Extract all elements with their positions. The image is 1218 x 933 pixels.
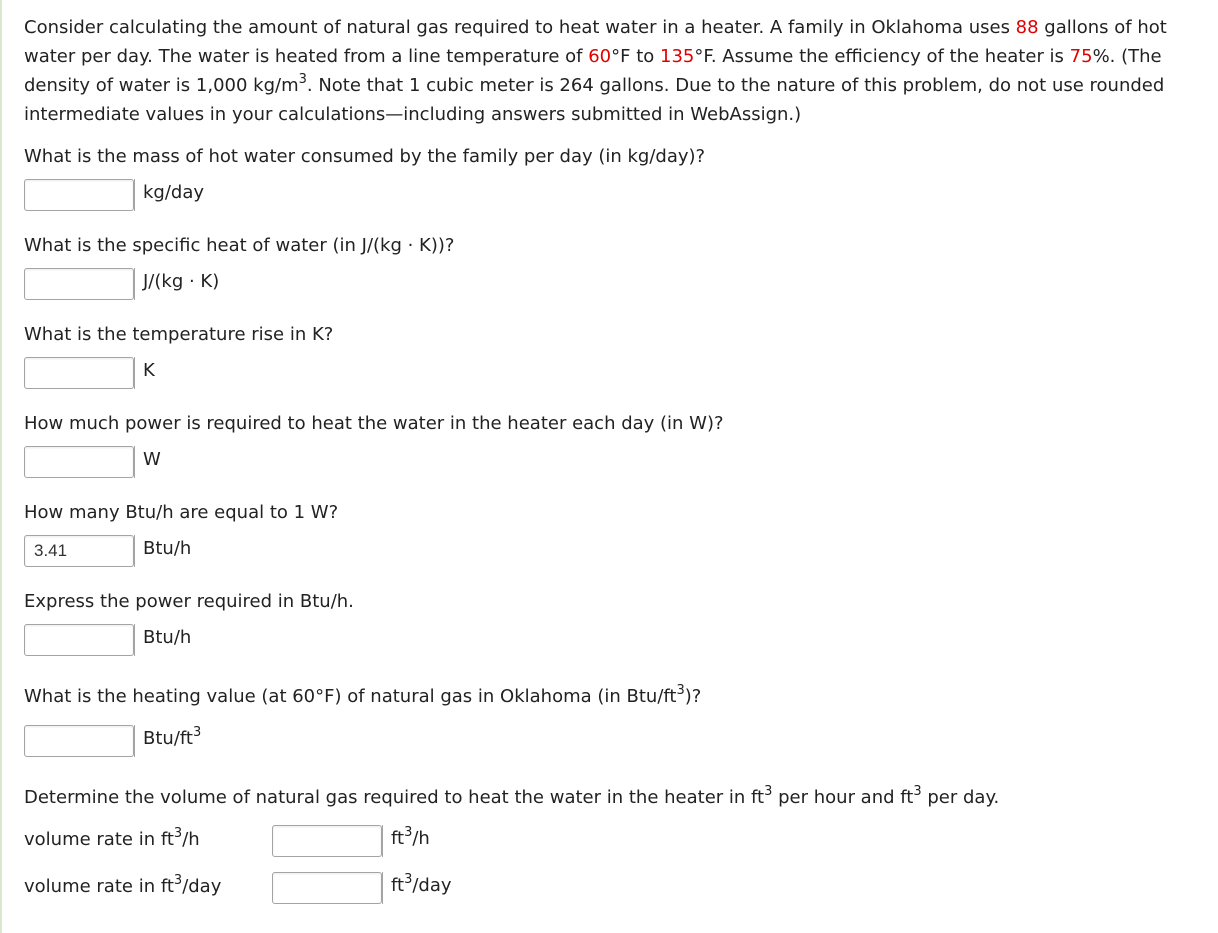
heating-value-unit xyxy=(134,725,201,757)
day-unit-exponent: 3 xyxy=(404,872,413,887)
left-border xyxy=(0,0,2,933)
problem-statement xyxy=(24,13,1204,129)
temperature-rise-unit: K xyxy=(134,357,155,389)
heating-value-answer-input[interactable] xyxy=(24,725,134,757)
heating-unit-base: Btu/ft xyxy=(143,728,193,749)
intro-text-6: . Note that 1 cubic meter is 264 gallons. Due to the nature of this problem, do not use rounded intermediate values in your calculations—including answers submitted in WebAssign.) xyxy=(24,75,1165,125)
power-watts-unit: W xyxy=(134,446,161,478)
btu-per-watt-unit: Btu/h xyxy=(134,535,191,567)
volume-question-exponent-1: 3 xyxy=(764,784,773,799)
intro-text-5: %. (The density of water is 1,000 kg/m xyxy=(24,46,1162,96)
hour-label-exponent: 3 xyxy=(173,826,183,841)
intro-text-1: Consider calculating the amount of natural gas required to heat water in a heater. A family in Oklahoma uses xyxy=(24,17,1016,38)
volume-rate-day-unit xyxy=(382,872,452,904)
heating-question-suffix: )? xyxy=(684,686,702,707)
volume-question-text-c: per day. xyxy=(921,787,1000,808)
btu-per-watt-answer-input[interactable] xyxy=(24,535,134,567)
density-exponent: 3 xyxy=(298,72,307,87)
intro-text-2: gallons of hot water per day. The water is heated from a line temperature of xyxy=(24,17,1167,67)
volume-question-text-a: Determine the volume of natural gas required to heat the water in the heater in ft xyxy=(24,787,765,808)
power-btu-answer-input[interactable] xyxy=(24,624,134,656)
question-power-btu: Express the power required in Btu/h. xyxy=(24,591,354,612)
start-temperature-value: 60 xyxy=(588,46,612,67)
heating-question-exponent: 3 xyxy=(676,683,685,698)
hour-label-text: volume rate in ft xyxy=(24,829,174,850)
day-label-exponent: 3 xyxy=(173,873,183,888)
day-unit-base: ft xyxy=(391,875,405,896)
efficiency-value: 75 xyxy=(1069,46,1093,67)
day-unit-suffix: /day xyxy=(412,875,452,896)
hour-unit-suffix: /h xyxy=(412,828,430,849)
day-label-suffix: /day xyxy=(182,876,222,897)
question-volume xyxy=(24,784,1000,808)
power-btu-unit: Btu/h xyxy=(134,624,191,656)
intro-text-3: °F to xyxy=(611,46,660,67)
specific-heat-unit: J/(kg · K) xyxy=(134,268,219,300)
volume-rate-day-label xyxy=(24,873,222,897)
volume-question-exponent-2: 3 xyxy=(913,784,922,799)
gallons-value: 88 xyxy=(1015,17,1039,38)
question-power-watts: How much power is required to heat the water in the heater each day (in W)? xyxy=(24,413,724,434)
mass-unit: kg/day xyxy=(134,179,204,211)
end-temperature-value: 135 xyxy=(660,46,695,67)
question-temperature-rise: What is the temperature rise in K? xyxy=(24,324,334,345)
question-heating-value xyxy=(24,683,702,707)
specific-heat-answer-input[interactable] xyxy=(24,268,134,300)
volume-question-text-b: per hour and ft xyxy=(772,787,914,808)
power-watts-answer-input[interactable] xyxy=(24,446,134,478)
volume-rate-day-input[interactable] xyxy=(272,872,382,904)
heating-unit-exponent: 3 xyxy=(192,725,202,740)
question-specific-heat: What is the specific heat of water (in J/(kg · K))? xyxy=(24,235,455,256)
volume-rate-hour-input[interactable] xyxy=(272,825,382,857)
volume-rate-hour-unit xyxy=(382,825,430,857)
hour-unit-base: ft xyxy=(391,828,405,849)
volume-rate-hour-label xyxy=(24,826,200,850)
temperature-rise-answer-input[interactable] xyxy=(24,357,134,389)
question-mass: What is the mass of hot water consumed by the family per day (in kg/day)? xyxy=(24,146,706,167)
day-label-text: volume rate in ft xyxy=(24,876,174,897)
mass-answer-input[interactable] xyxy=(24,179,134,211)
question-btu-per-watt: How many Btu/h are equal to 1 W? xyxy=(24,502,339,523)
intro-text-4: °F. Assume the efficiency of the heater is xyxy=(694,46,1070,67)
heating-question-text: What is the heating value (at 60°F) of natural gas in Oklahoma (in Btu/ft xyxy=(24,686,677,707)
hour-unit-exponent: 3 xyxy=(404,825,413,840)
hour-label-suffix: /h xyxy=(182,829,200,850)
